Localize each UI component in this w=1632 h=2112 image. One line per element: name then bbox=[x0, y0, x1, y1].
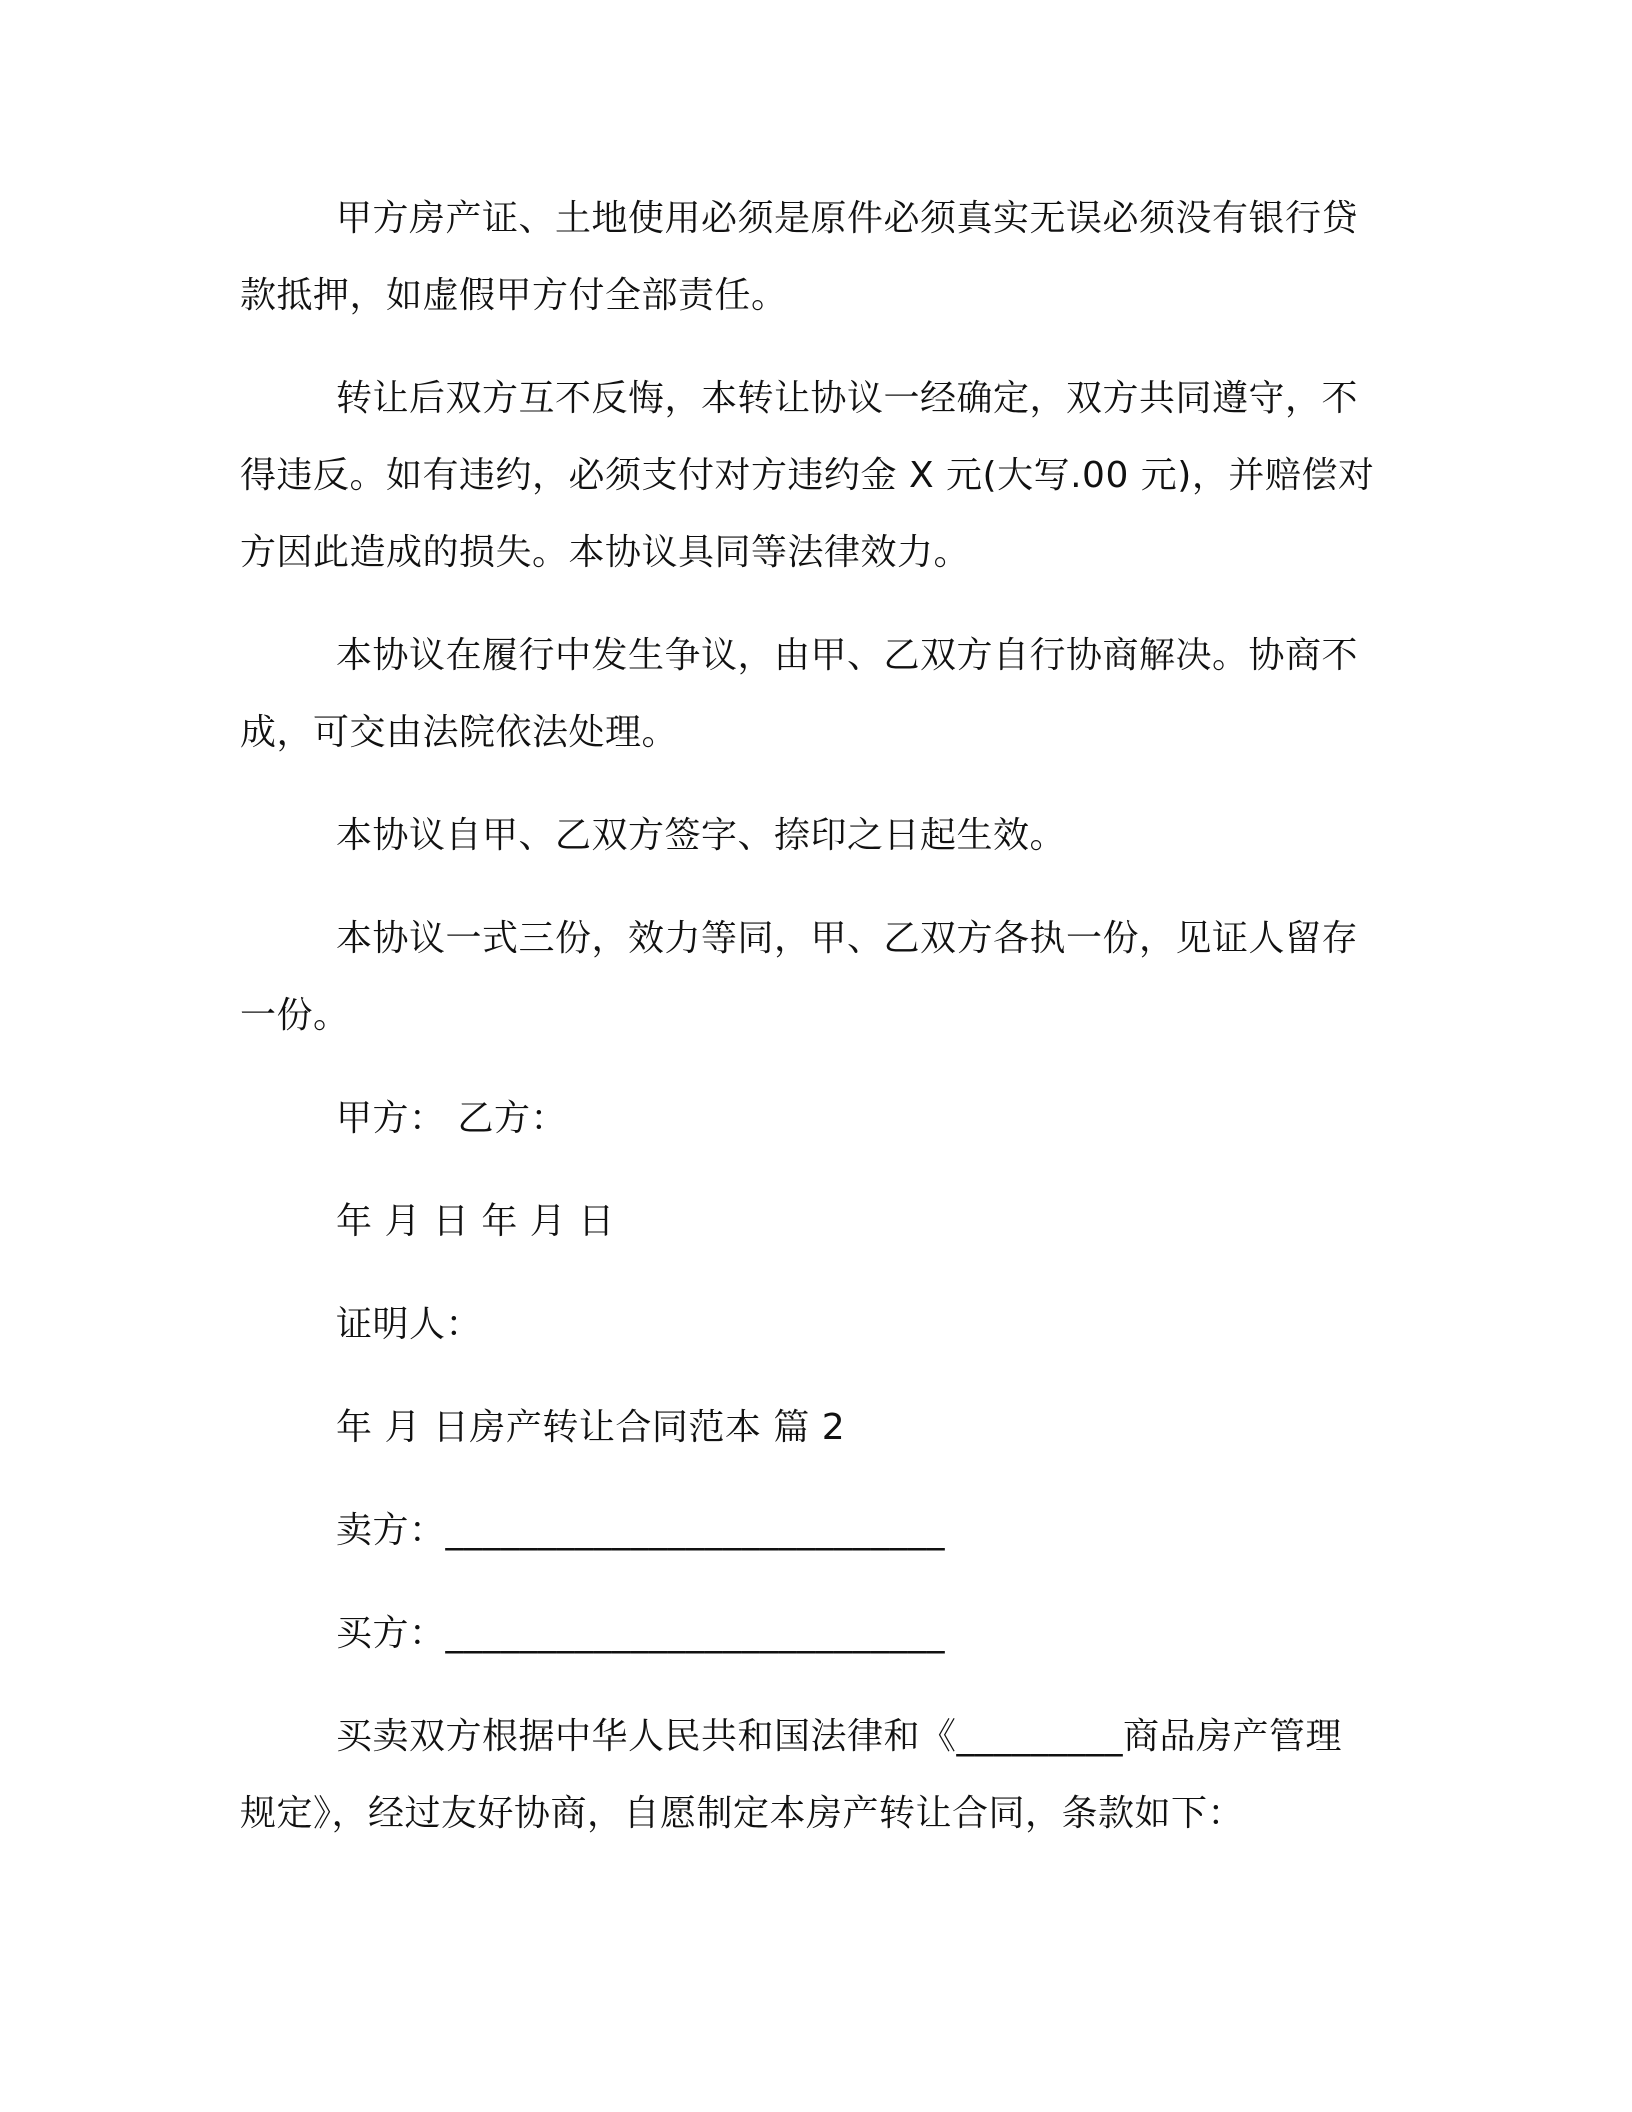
buyer-line: 买方：___________________________ bbox=[336, 1613, 946, 1654]
paragraph-effective-date: 本协议自甲、乙双方签字、捺印之日起生效。 bbox=[336, 815, 1067, 856]
seller-line: 卖方：___________________________ bbox=[336, 1510, 946, 1551]
paragraph-breach-penalty: 转让后双方互不反悔，本转让协议一经确定，双方共同遵守，不得违反。如有违约，必须支付对方违约金 X 元(大写.00 元)，并赔偿对方因此造成的损失。本协议具同等法律效力。 bbox=[240, 378, 1375, 573]
signature-parties-line: 甲方： 乙方： bbox=[336, 1098, 567, 1139]
witness-line: 证明人： bbox=[336, 1304, 483, 1345]
section-title-line: 年 月 日房产转让合同范本 篇 2 bbox=[336, 1407, 846, 1448]
signature-dates-line: 年 月 日 年 月 日 bbox=[336, 1201, 615, 1242]
paragraph-certificate-requirement: 甲方房产证、土地使用必须是原件必须真实无误必须没有银行贷款抵押，如虚假甲方付全部责任。 bbox=[240, 198, 1359, 316]
paragraph-contract-basis: 买卖双方根据中华人民共和国法律和《_________商品房产管理规定》，经过友好协商，自愿制定本房产转让合同，条款如下： bbox=[240, 1716, 1343, 1834]
paragraph-dispute-resolution: 本协议在履行中发生争议，由甲、乙双方自行协商解决。协商不成，可交由法院依法处理。 bbox=[240, 635, 1359, 753]
paragraph-copies: 本协议一式三份，效力等同，甲、乙双方各执一份，见证人留存一份。 bbox=[240, 918, 1359, 1036]
document-body bbox=[240, 180, 1378, 1852]
